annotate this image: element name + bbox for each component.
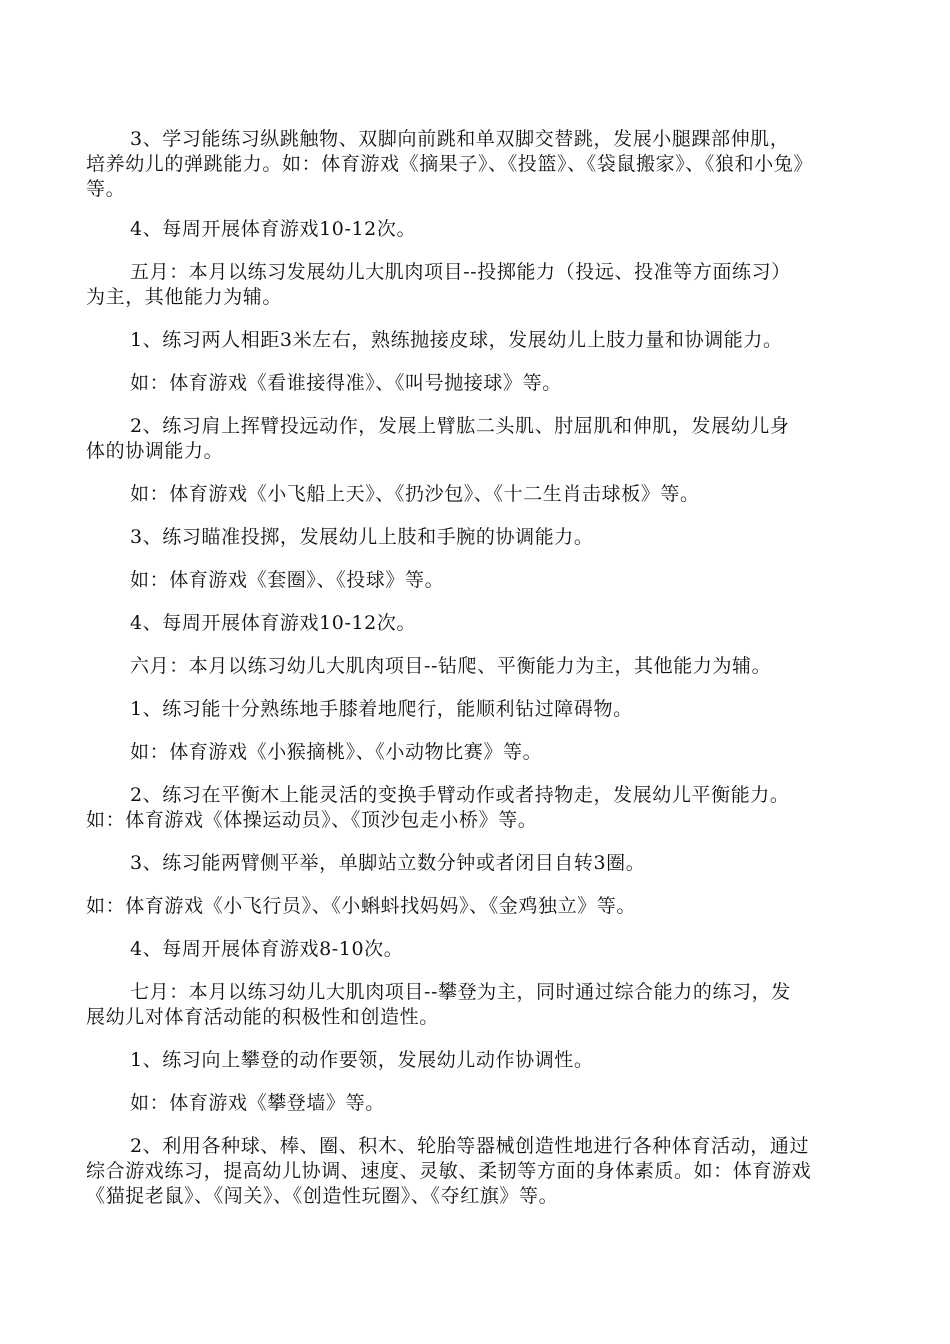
text-line: 4、每周开展体育游戏8-10次。 xyxy=(130,938,404,960)
paragraph-july-heading xyxy=(86,980,866,1030)
text-line: 五月：本月以练习发展幼儿大肌肉项目--投掷能力（投远、投准等方面练习） xyxy=(130,261,791,283)
text-line: 六月：本月以练习幼儿大肌肉项目--钻爬、平衡能力为主，其他能力为辅。 xyxy=(130,655,772,677)
text-line: 如：体育游戏《小飞行员》、《小蝌蚪找妈妈》、《金鸡独立》等。 xyxy=(86,895,637,917)
text-line: 3、练习能两臂侧平举，单脚站立数分钟或者闭目自转3圈。 xyxy=(130,852,646,874)
paragraph-may-item-2 xyxy=(86,414,866,464)
paragraph-june-example-1 xyxy=(86,740,866,765)
paragraph-july-item-2 xyxy=(86,1134,866,1209)
paragraph-may-example-3 xyxy=(86,568,866,593)
paragraph-june-item-2 xyxy=(86,783,866,833)
paragraph-may-weekly-games xyxy=(86,611,866,636)
text-line: 如：体育游戏《小猴摘桃》、《小动物比赛》等。 xyxy=(130,741,543,763)
text-line: 展幼儿对体育活动能的积极性和创造性。 xyxy=(86,1006,439,1028)
paragraph-june-example-3 xyxy=(86,894,866,919)
text-line: 1、练习两人相距3米左右，熟练抛接皮球，发展幼儿上肢力量和协调能力。 xyxy=(130,329,783,351)
text-line: 3、练习瞄准投掷，发展幼儿上肢和手腕的协调能力。 xyxy=(130,526,594,548)
text-line: 等。 xyxy=(86,178,126,200)
paragraph-item-3-jumping xyxy=(86,127,866,202)
text-line: 如：体育游戏《小飞船上天》、《扔沙包》、《十二生肖击球板》等。 xyxy=(130,483,700,505)
text-line: 1、练习能十分熟练地手膝着地爬行，能顺利钻过障碍物。 xyxy=(130,698,633,720)
text-line: 如：体育游戏《攀登墙》等。 xyxy=(130,1092,385,1114)
paragraph-weekly-games-april xyxy=(86,217,866,242)
text-line: 1、练习向上攀登的动作要领，发展幼儿动作协调性。 xyxy=(130,1049,594,1071)
text-line: 3、学习能练习纵跳触物、双脚向前跳和单双脚交替跳，发展小腿踝部伸肌， xyxy=(130,128,790,150)
text-line: 体的协调能力。 xyxy=(86,440,224,462)
paragraph-may-example-1 xyxy=(86,371,866,396)
text-line: 七月：本月以练习幼儿大肌肉项目--攀登为主，同时通过综合能力的练习，发 xyxy=(130,981,791,1003)
paragraph-july-item-1 xyxy=(86,1048,866,1073)
text-line: 2、利用各种球、棒、圈、积木、轮胎等器械创造性地进行各种体育活动，通过 xyxy=(130,1135,810,1157)
text-line: 《猫捉老鼠》、《闯关》、《创造性玩圈》、《夺红旗》等。 xyxy=(86,1185,559,1207)
paragraph-may-item-3 xyxy=(86,525,866,550)
paragraph-may-example-2 xyxy=(86,482,866,507)
text-line: 2、练习肩上挥臂投远动作，发展上臂肱二头肌、肘屈肌和伸肌，发展幼儿身 xyxy=(130,415,790,437)
text-line: 为主，其他能力为辅。 xyxy=(86,286,283,308)
paragraph-june-weekly-games xyxy=(86,937,866,962)
paragraph-may-heading xyxy=(86,260,866,310)
text-line: 综合游戏练习，提高幼儿协调、速度、灵敏、柔韧等方面的身体素质。如：体育游戏 xyxy=(86,1160,812,1182)
paragraph-may-item-1 xyxy=(86,328,866,353)
text-line: 如：体育游戏《看谁接得准》、《叫号抛接球》等。 xyxy=(130,372,562,394)
paragraph-june-item-1 xyxy=(86,697,866,722)
paragraph-july-example-1 xyxy=(86,1091,866,1116)
text-line: 4、每周开展体育游戏10-12次。 xyxy=(130,612,417,634)
paragraph-june-heading xyxy=(86,654,866,679)
text-line: 4、每周开展体育游戏10-12次。 xyxy=(130,218,417,240)
text-line: 2、练习在平衡木上能灵活的变换手臂动作或者持物走，发展幼儿平衡能力。 xyxy=(130,784,790,806)
text-line: 如：体育游戏《套圈》、《投球》等。 xyxy=(130,569,445,591)
text-line: 培养幼儿的弹跳能力。如：体育游戏《摘果子》、《投篮》、《袋鼠搬家》、《狼和小兔》 xyxy=(86,153,814,175)
paragraph-june-item-3 xyxy=(86,851,866,876)
text-line: 如：体育游戏《体操运动员》、《顶沙包走小桥》等。 xyxy=(86,809,538,831)
